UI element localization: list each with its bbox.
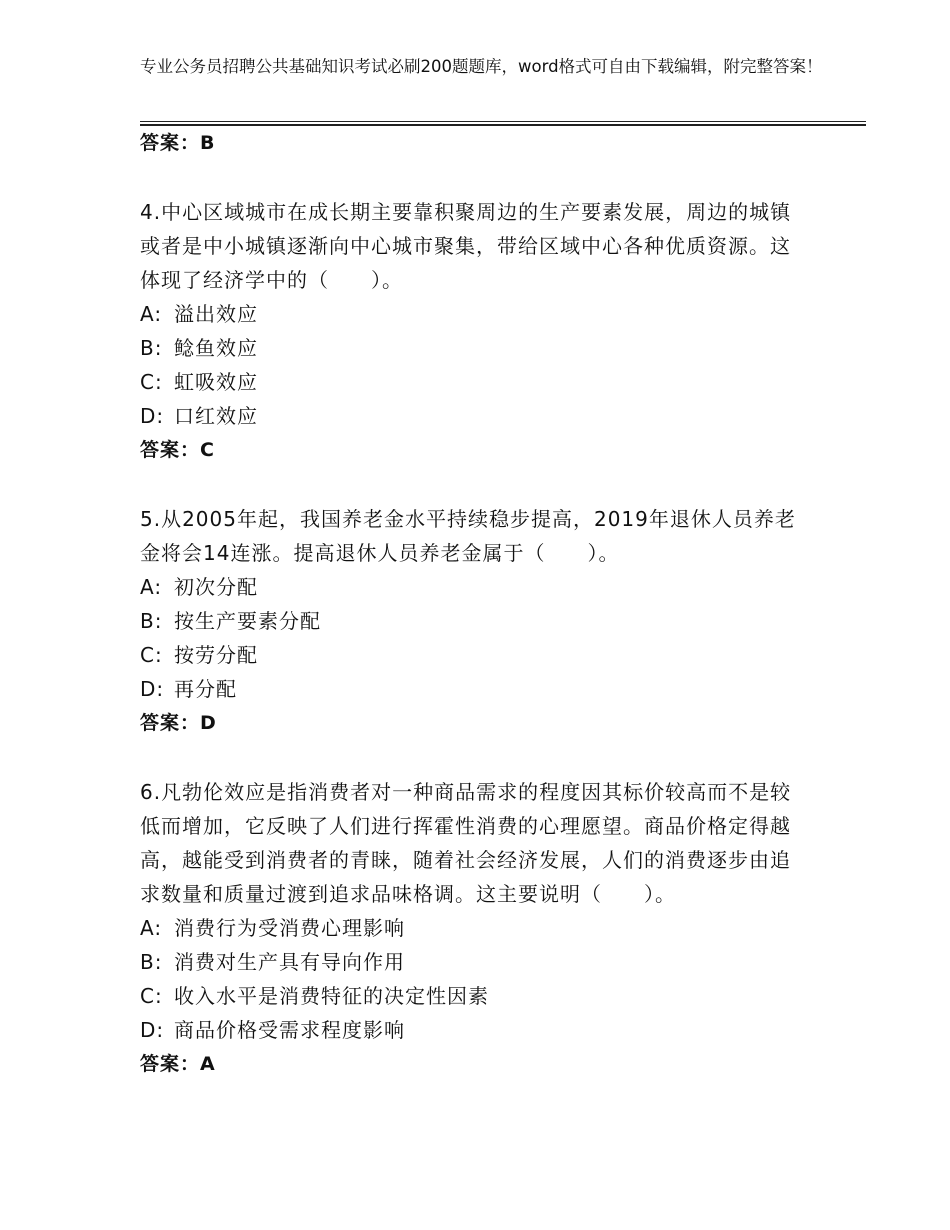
option-d bbox=[140, 399, 810, 433]
answer-label: 答案：A bbox=[140, 1053, 216, 1075]
option-label: A: bbox=[140, 575, 163, 599]
option-text: 溢出效应 bbox=[174, 302, 258, 326]
option-label: C: bbox=[140, 984, 163, 1008]
option-label: A: bbox=[140, 302, 163, 326]
option-a bbox=[140, 570, 810, 604]
question-5 bbox=[140, 502, 810, 740]
option-c bbox=[140, 979, 810, 1013]
option-text: 口红效应 bbox=[174, 404, 258, 428]
option-label: B: bbox=[140, 609, 163, 633]
page-header: 专业公务员招聘公共基础知识考试必刷200题题库，word格式可自由下载编辑，附完整答案！ bbox=[140, 57, 823, 76]
option-text: 按生产要素分配 bbox=[174, 609, 321, 633]
previous-answer-block bbox=[140, 126, 810, 160]
option-text: 消费对生产具有导向作用 bbox=[174, 950, 405, 974]
option-b bbox=[140, 331, 810, 365]
option-c bbox=[140, 638, 810, 672]
option-label: B: bbox=[140, 950, 163, 974]
option-label: B: bbox=[140, 336, 163, 360]
option-d bbox=[140, 1013, 810, 1047]
question-stem: 5.从2005年起，我国养老金水平持续稳步提高，2019年退休人员养老金将会14连涨。提高退休人员养老金属于（ ）。 bbox=[140, 507, 796, 565]
option-text: 按劳分配 bbox=[174, 643, 258, 667]
option-label: D: bbox=[140, 1018, 165, 1042]
option-label: C: bbox=[140, 643, 163, 667]
option-label: C: bbox=[140, 370, 163, 394]
option-b bbox=[140, 604, 810, 638]
option-c bbox=[140, 365, 810, 399]
option-label: D: bbox=[140, 677, 165, 701]
option-text: 虹吸效应 bbox=[174, 370, 258, 394]
option-a bbox=[140, 297, 810, 331]
option-text: 收入水平是消费特征的决定性因素 bbox=[174, 984, 489, 1008]
option-d bbox=[140, 672, 810, 706]
answer-label: 答案：D bbox=[140, 712, 217, 734]
header-divider-thin bbox=[140, 121, 866, 122]
answer-label: 答案：C bbox=[140, 439, 215, 461]
option-text: 消费行为受消费心理影响 bbox=[174, 916, 405, 940]
answer-label: 答案：B bbox=[140, 132, 216, 154]
question-stem: 4.中心区域城市在成长期主要靠积聚周边的生产要素发展，周边的城镇或者是中小城镇逐渐向中心城市聚集，带给区域中心各种优质资源。这体现了经济学中的（ ）。 bbox=[140, 200, 792, 292]
option-label: A: bbox=[140, 916, 163, 940]
option-a bbox=[140, 911, 810, 945]
option-text: 初次分配 bbox=[174, 575, 258, 599]
option-text: 鲶鱼效应 bbox=[174, 336, 258, 360]
option-text: 商品价格受需求程度影响 bbox=[174, 1018, 405, 1042]
option-label: D: bbox=[140, 404, 165, 428]
question-4 bbox=[140, 195, 810, 467]
question-stem: 6.凡勃伦效应是指消费者对一种商品需求的程度因其标价较高而不是较低而增加，它反映了人们进行挥霍性消费的心理愿望。商品价格定得越高，越能受到消费者的青睐，随着社会经济发展，人们的消费逐步由追求数量和质量过渡到追求品味格调。这主要说明（ ）。 bbox=[140, 780, 792, 906]
question-6 bbox=[140, 775, 810, 1081]
option-b bbox=[140, 945, 810, 979]
option-text: 再分配 bbox=[174, 677, 237, 701]
